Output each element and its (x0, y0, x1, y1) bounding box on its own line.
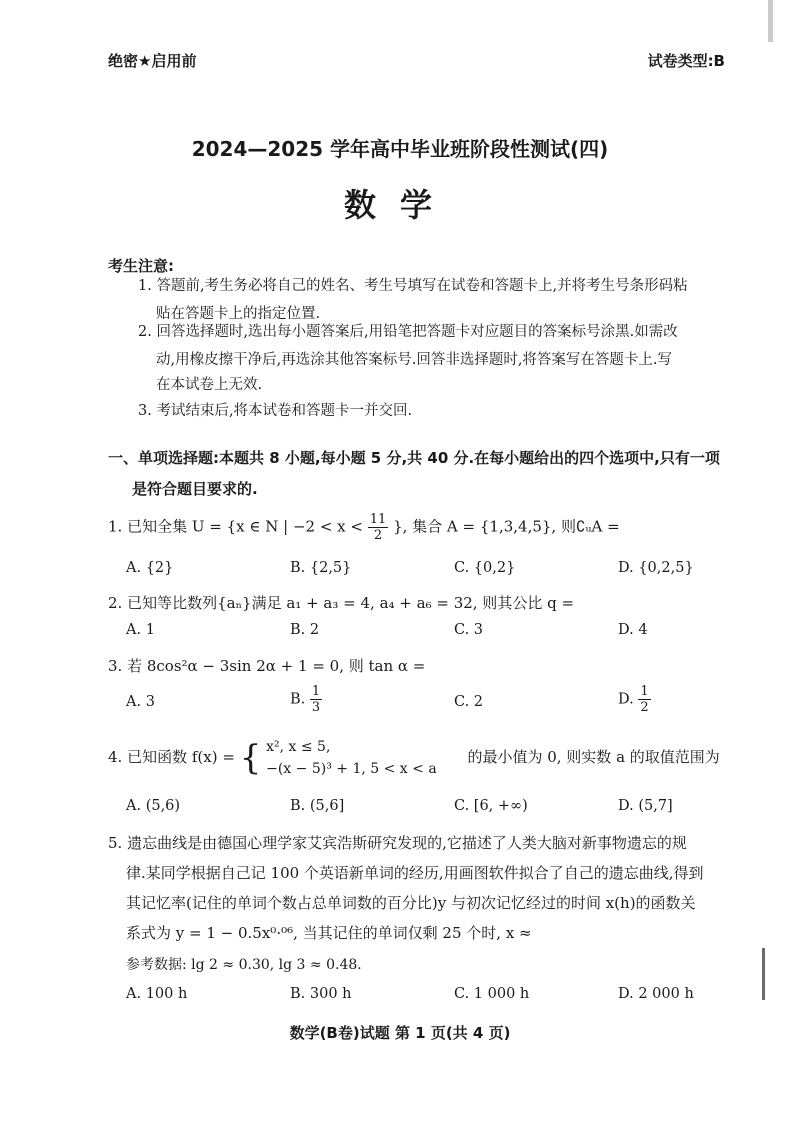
subject-title: 数学 (343, 186, 456, 224)
scan-edge-mark (768, 0, 773, 42)
option-c: C. 1 000 h (454, 986, 530, 1002)
option-a: A. {2} (126, 560, 174, 576)
option-a: A. 3 (126, 694, 155, 710)
question-5-line: 系式为 y = 1 − 0.5x⁰·⁰⁶, 当其记住的单词仅剩 25 个时, x ≈ (126, 924, 532, 942)
option-a: A. 1 (126, 622, 155, 638)
question-5-line: 5. 遗忘曲线是由德国心理学家艾宾浩斯研究发现的,它描述了人类大脑对新事物遗忘的规 (108, 834, 687, 852)
option-b: B. (5,6] (290, 798, 345, 814)
question-1 (108, 512, 620, 543)
question-1-text: 1. 已知全集 U = {x ∈ N | −2 < x < (108, 517, 363, 536)
question-4-text-end: 的最小值为 0, 则实数 a 的取值范围为 (467, 748, 720, 766)
option-d: D. 2 000 h (618, 986, 694, 1002)
question-4 (108, 736, 720, 780)
option-a: A. 100 h (126, 986, 188, 1002)
scan-edge-mark (762, 948, 765, 1000)
page-footer: 数学(B卷)试题 第 1 页(共 4 页) (289, 1024, 511, 1042)
option-b: B. {2,5} (290, 560, 352, 576)
question-2: 2. 已知等比数列{aₙ}满足 a₁ + a₃ = 4, a₄ + a₆ = 32, 则其公比 q = (108, 594, 575, 612)
option-d: D. (5,7] (618, 798, 673, 814)
reference-data: 参考数据: lg 2 ≈ 0.30, lg 3 ≈ 0.48. (126, 957, 362, 973)
section-heading: 一、单项选择题:本题共 8 小题,每小题 5 分,共 40 分.在每小题给出的四个选项中,只有一项 (108, 449, 720, 467)
question-5-line: 其记忆率(记住的单词个数占总单词数的百分比)y 与初次记忆经过的时间 x(h)的函数关 (126, 894, 696, 912)
notice-line: 1. 答题前,考生务必将自己的姓名、考生号填写在试卷和答题卡上,并将考生号条形码粘 (138, 278, 688, 294)
fraction: $\frac{1}{3}$ (311, 684, 321, 715)
piecewise-function: x², x ≤ 5, −(x − 5)³ + 1, 5 < x < a (266, 739, 437, 777)
option-d: D. $\frac{1}{2}$ (618, 684, 649, 715)
option-d: D. 4 (618, 622, 648, 638)
option-c: C. [6, +∞) (454, 798, 528, 814)
notice-line: 在本试卷上无效. (156, 377, 263, 393)
option-a: A. (5,6) (126, 798, 181, 814)
option-c: C. 2 (454, 694, 484, 710)
notice-line: 贴在答题卡上的指定位置. (156, 306, 321, 322)
question-1-text-end: }, 集合 A = {1,3,4,5}, 则∁ᵤA = (393, 517, 620, 536)
fraction: $\frac{1}{2}$ (640, 684, 649, 715)
fraction: $\frac{11}{2}$ (369, 512, 387, 543)
notice-line: 2. 回答选择题时,选出每小题答案后,用铅笔把答题卡对应题目的答案标号涂黑.如需改 (138, 324, 678, 340)
brace-symbol: { (239, 738, 262, 778)
notice-line: 3. 考试结束后,将本试卷和答题卡一并交回. (138, 403, 413, 419)
section-heading-cont: 是符合题目要求的. (132, 480, 258, 498)
question-5-line: 律.某同学根据自己记 100 个英语新单词的经历,用画图软件拟合了自己的遗忘曲线,得到 (126, 864, 704, 882)
option-c: C. 3 (454, 622, 484, 638)
exam-title: 2024—2025 学年高中毕业班阶段性测试(四) (191, 137, 609, 161)
question-4-text: 4. 已知函数 f(x) = (108, 748, 235, 766)
notice-line: 动,用橡皮擦干净后,再选涂其他答案标号.回答非选择题时,将答案写在答题卡上.写 (156, 352, 673, 368)
question-3: 3. 若 8cos²α − 3sin 2α + 1 = 0, 则 tan α = (108, 657, 426, 675)
option-c: C. {0,2} (454, 560, 516, 576)
option-d: D. {0,2,5} (618, 560, 694, 576)
option-b: B. $\frac{1}{3}$ (290, 684, 321, 715)
option-b: B. 300 h (290, 986, 352, 1002)
paper-type-label: 试卷类型:B (647, 52, 725, 70)
notice-heading: 考生注意: (108, 257, 174, 275)
option-b: B. 2 (290, 622, 320, 638)
confidential-label: 绝密★启用前 (108, 52, 197, 70)
